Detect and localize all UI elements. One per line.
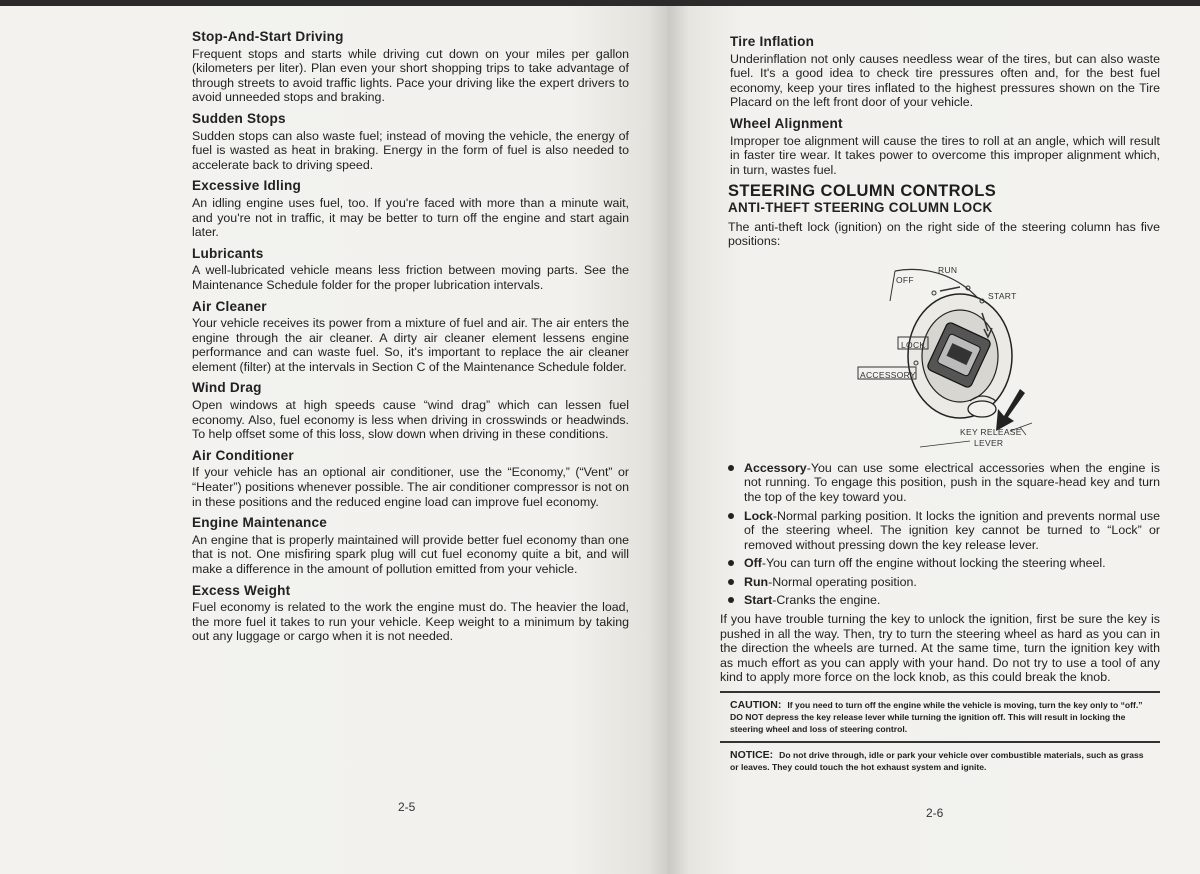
position-term: Off [744,556,762,571]
bullet-icon [728,465,734,471]
figure-label-accessory: ACCESSORY [860,369,916,380]
section-heading-sudden-stops: Sudden Stops [192,110,286,126]
bullet-icon [728,513,734,519]
section-text-tire-inflation: Underinflation not only causes needless wear of the tires, but can also waste fuel. It's a good idea to check tire pressures often and, for the best fuel economy, keep your tires inflated to the highest pressures shown on the Tire Placard on the left front door of your vehicle. [730,51,1160,110]
list-item-run [720,575,1160,590]
caution-box [720,691,1160,741]
list-item-start [720,593,1160,608]
figure-label-start: START [988,290,1017,301]
ignition-lock-illustration [720,251,1160,451]
notice-text: Do not drive through, idle or park your vehicle over combustible materials, such as grass or leaves. They could touch the hot exhaust system and ignite. [730,750,1144,773]
section-heading-air-cleaner: Air Cleaner [192,298,267,314]
right-column [720,35,1160,779]
section-text-engine-maintenance: An engine that is properly maintained will provide better fuel economy than one that is not. One misfiring spark plug will cut fuel economy quite a bit, and will make a difference in the amount of pollution emitted from your vehicle. [192,532,629,576]
figure-label-run: RUN [938,264,958,275]
position-desc: -You can use some electrical accessories when the engine is not running. To engage this position, push in the square-head key and turn the top of the key toward you. [744,460,1160,504]
bullet-icon [728,579,734,585]
bullet-icon [728,597,734,603]
caution-label: CAUTION: [730,699,782,712]
section-heading-engine-maintenance: Engine Maintenance [192,515,328,531]
list-item-lock [720,509,1160,553]
ignition-lock-diagram [720,251,1160,451]
list-item-off [720,556,1160,571]
lock-intro-text: The anti-theft lock (ignition) on the right side of the steering column has five positions: [728,219,1160,249]
section-heading-excess-weight: Excess Weight [192,582,291,598]
position-term: Lock [744,508,773,523]
figure-label-lever: LEVER [974,437,1004,448]
list-item-accessory [720,461,1160,505]
major-heading-steering-column-controls: STEERING COLUMN CONTROLS [728,182,997,201]
position-term: Accessory [744,460,807,475]
section-text-air-cleaner: Your vehicle receives its power from a mixture of fuel and air. The air enters the engine through the air cleaner. A dirty air cleaner element lessens engine performance and can waste fuel. So, it's important to replace the air cleaner element (filter) at the intervals in Section C of the Maintenance Schedule folder. [192,316,629,374]
figure-label-lock: LOCK [901,339,926,350]
section-text-stop-and-start: Frequent stops and starts while driving cut down on your miles per gallon (kilometers per liter). Plan even your short shopping trips to take advantage of through streets to avoid traffic lights. Pace your driving like the expert drivers to avoid unneeded stops and braking. [192,46,629,105]
position-desc: -Normal operating position. [768,574,917,589]
section-heading-wind-drag: Wind Drag [192,380,262,396]
section-text-sudden-stops: Sudden stops can also waste fuel; instead of moving the vehicle, the energy of fuel is wasted as heat in braking. Energy in the form of fuel is also needed to accelerate back to driving speed. [192,128,629,172]
position-desc: -Normal parking position. It locks the ignition and prevents normal use of the steering wheel. The ignition key cannot be turned to “Lock” or removed without pressing down the key release lever. [744,508,1160,552]
section-heading-lubricants: Lubricants [192,245,264,261]
section-heading-stop-and-start: Stop-And-Start Driving [192,29,344,44]
section-text-excess-weight: Fuel economy is related to the work the engine must do. The heavier the load, the more fuel it takes to run your vehicle. Keep weight to a minimum by taking out any luggage or cargo when it is not needed. [192,600,629,644]
subheading-anti-theft-lock: ANTI-THEFT STEERING COLUMN LOCK [728,199,993,215]
section-heading-excessive-idling: Excessive Idling [192,178,301,194]
section-text-lubricants: A well-lubricated vehicle means less friction between moving parts. See the Maintenance Schedule folder for the proper lubrication intervals. [192,263,629,292]
section-text-wheel-alignment: Improper toe alignment will cause the tires to roll at an angle, which will result in faster tire wear. It takes power to overcome this improper alignment which, in turn, wastes fuel. [730,133,1160,177]
ignition-positions-list [720,461,1160,608]
section-text-air-conditioner: If your vehicle has an optional air conditioner, use the “Economy,” (“Vent” or “Heater”) positions whenever possible. The air conditioner compressor is not on in these positions and the reduced engine load can improve fuel economy. [192,465,629,509]
left-column [192,30,629,651]
position-term: Start [744,593,773,608]
position-desc: -Cranks the engine. [772,593,881,608]
lock-trouble-text: If you have trouble turning the key to unlock the ignition, first be sure the key is pushed in all the way. Then, try to turn the steering wheel as hard as you can in the direction the wheels are turned. At the same time, turn the ignition key with as much effort as you can apply with your hand. Do not try to use a tool of any kind to apply more force on the lock knob, as this could break the knob. [720,612,1160,685]
section-text-excessive-idling: An idling engine uses fuel, too. If you're faced with more than a minute wait, and you're not in traffic, it may be better to turn off the engine and start again later. [192,195,629,240]
position-term: Run [744,574,769,589]
section-heading-air-conditioner: Air Conditioner [192,447,294,463]
page-number-left: 2-5 [398,800,416,814]
bullet-icon [728,560,734,566]
figure-label-off: OFF [896,274,914,285]
section-heading-wheel-alignment: Wheel Alignment [730,115,843,131]
page-number-right: 2-6 [926,806,944,820]
notice-label: NOTICE: [730,749,774,762]
section-text-wind-drag: Open windows at high speeds cause “wind drag” which can lessen fuel economy. Also, fuel economy is less when driving in crosswinds or headwinds. To help offset some of this loss, slow down when driving in these conditions. [192,398,629,442]
figure-label-key-release: KEY RELEASE [960,426,1022,437]
section-heading-tire-inflation: Tire Inflation [730,34,815,49]
position-desc: -You can turn off the engine without locking the steering wheel. [761,556,1106,571]
notice-box [720,741,1160,779]
caution-text: If you need to turn off the engine while the vehicle is moving, turn the key only to “off.” DO NOT depress the key release lever while turning the ignition off. This will result in locking the steering wheel and loss of steering control. [730,700,1143,735]
